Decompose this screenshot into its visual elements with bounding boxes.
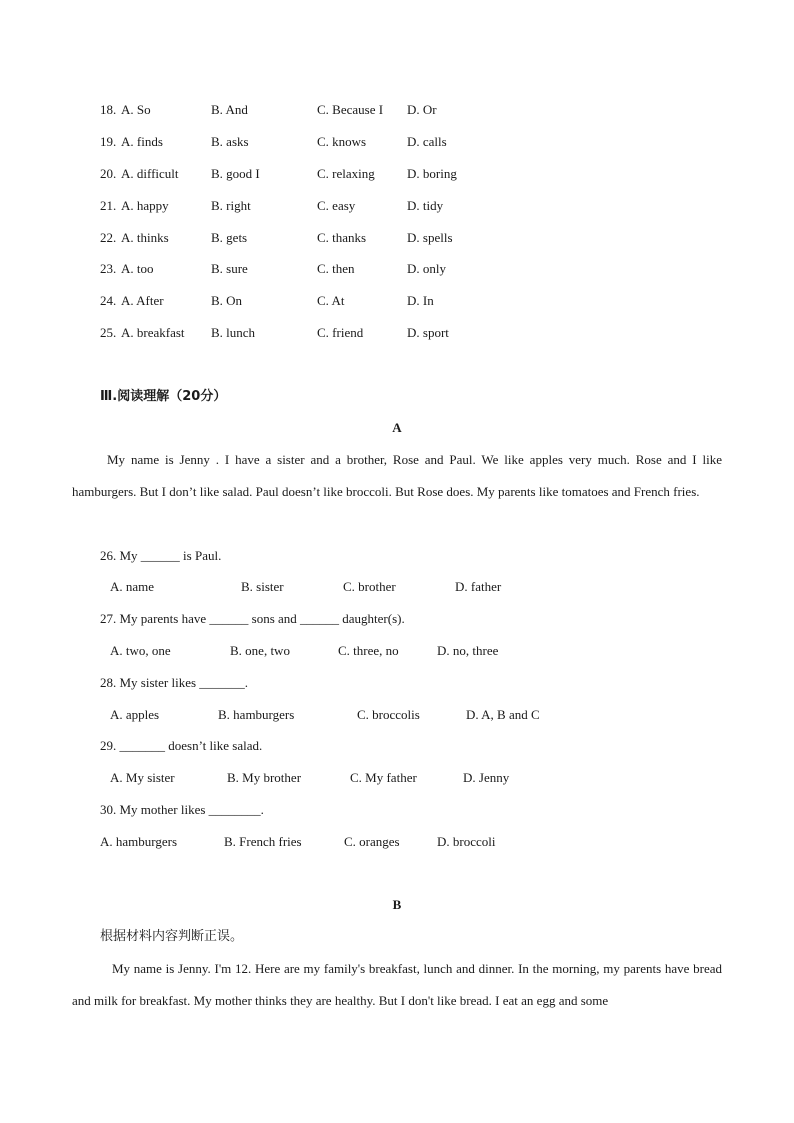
option-d: D. broccoli — [437, 834, 496, 849]
section-heading: Ⅲ.阅读理解（20分） — [100, 389, 227, 404]
option-d: D. Or — [407, 102, 437, 117]
option-d: D. A, B and C — [466, 707, 540, 722]
option-b: B. one, two — [230, 643, 290, 658]
option-a: A. hamburgers — [100, 834, 178, 849]
option-a: A. So — [121, 102, 151, 117]
option-d: D. no, three — [437, 643, 499, 658]
option-b: B. French fries — [224, 834, 302, 849]
passage-a-text: My name is Jenny . I have a sister and a brother, Rose and Paul. We like apples very much. Rose and I like hamburgers. But I don’t like salad. Paul doesn’t like broccoli. But Rose does. My parents like tomatoes and French fries. — [72, 452, 722, 499]
question-number: 21. — [100, 198, 117, 213]
option-a: A. two, one — [110, 643, 171, 658]
option-d: D. sport — [407, 325, 449, 340]
question-stem-29: 29. _______ doesn’t like salad. — [100, 738, 263, 753]
option-c: C. My father — [350, 770, 417, 785]
option-c: C. brother — [343, 579, 396, 594]
passage-a-label: A — [392, 420, 402, 435]
question-number: 24. — [100, 293, 117, 308]
option-d: D. boring — [407, 166, 457, 181]
option-c: C. relaxing — [317, 166, 375, 181]
option-c: C. three, no — [338, 643, 399, 658]
option-a: A. apples — [110, 707, 160, 722]
option-a: A. too — [121, 261, 154, 276]
option-b: B. lunch — [211, 325, 256, 340]
option-a: A. happy — [121, 198, 169, 213]
option-d: D. In — [407, 293, 434, 308]
option-a: A. breakfast — [121, 325, 185, 340]
question-stem-30: 30. My mother likes ________. — [100, 802, 264, 817]
option-b: B. hamburgers — [218, 707, 295, 722]
option-d: D. tidy — [407, 198, 444, 213]
passage-b-instruction: 根据材料内容判断正误。 — [100, 929, 244, 944]
option-a: A. name — [110, 579, 155, 594]
option-c: C. oranges — [344, 834, 400, 849]
question-number: 18. — [100, 102, 117, 117]
option-a: A. difficult — [121, 166, 179, 181]
question-stem-26: 26. My ______ is Paul. — [100, 548, 222, 563]
option-b: B. good I — [211, 166, 260, 181]
option-c: C. At — [317, 293, 345, 308]
question-stem-28: 28. My sister likes _______. — [100, 675, 249, 690]
option-c: C. then — [317, 261, 355, 276]
question-number: 20. — [100, 166, 117, 181]
passage-b-text: My name is Jenny. I'm 12. Here are my family's breakfast, lunch and dinner. In the morning, my parents have bread and milk for breakfast. My mother thinks they are healthy. But I don't like bread. I eat an egg and some — [72, 961, 722, 1008]
option-b: B. And — [211, 102, 248, 117]
question-number: 22. — [100, 230, 117, 245]
option-b: B. sister — [241, 579, 284, 594]
option-d: D. father — [455, 579, 502, 594]
option-a: A. After — [121, 293, 164, 308]
option-c: C. broccolis — [357, 707, 420, 722]
option-b: B. On — [211, 293, 243, 308]
option-c: C. thanks — [317, 230, 367, 245]
option-a: A. My sister — [110, 770, 175, 785]
option-c: C. easy — [317, 198, 356, 213]
option-b: B. My brother — [227, 770, 302, 785]
question-stem-27: 27. My parents have ______ sons and ______ daughter(s). — [100, 611, 405, 626]
option-d: D. only — [407, 261, 446, 276]
option-d: D. spells — [407, 230, 453, 245]
option-b: B. asks — [211, 134, 249, 149]
question-number: 25. — [100, 325, 117, 340]
option-d: D. calls — [407, 134, 447, 149]
option-a: A. finds — [121, 134, 163, 149]
option-c: C. knows — [317, 134, 367, 149]
passage-b-label: B — [392, 897, 402, 912]
option-c: C. Because I — [317, 102, 384, 117]
option-a: A. thinks — [121, 230, 169, 245]
option-c: C. friend — [317, 325, 364, 340]
option-b: B. right — [211, 198, 251, 213]
option-b: B. sure — [211, 261, 248, 276]
option-d: D. Jenny — [463, 770, 510, 785]
question-number: 19. — [100, 134, 117, 149]
question-number: 23. — [100, 261, 117, 276]
option-b: B. gets — [211, 230, 248, 245]
